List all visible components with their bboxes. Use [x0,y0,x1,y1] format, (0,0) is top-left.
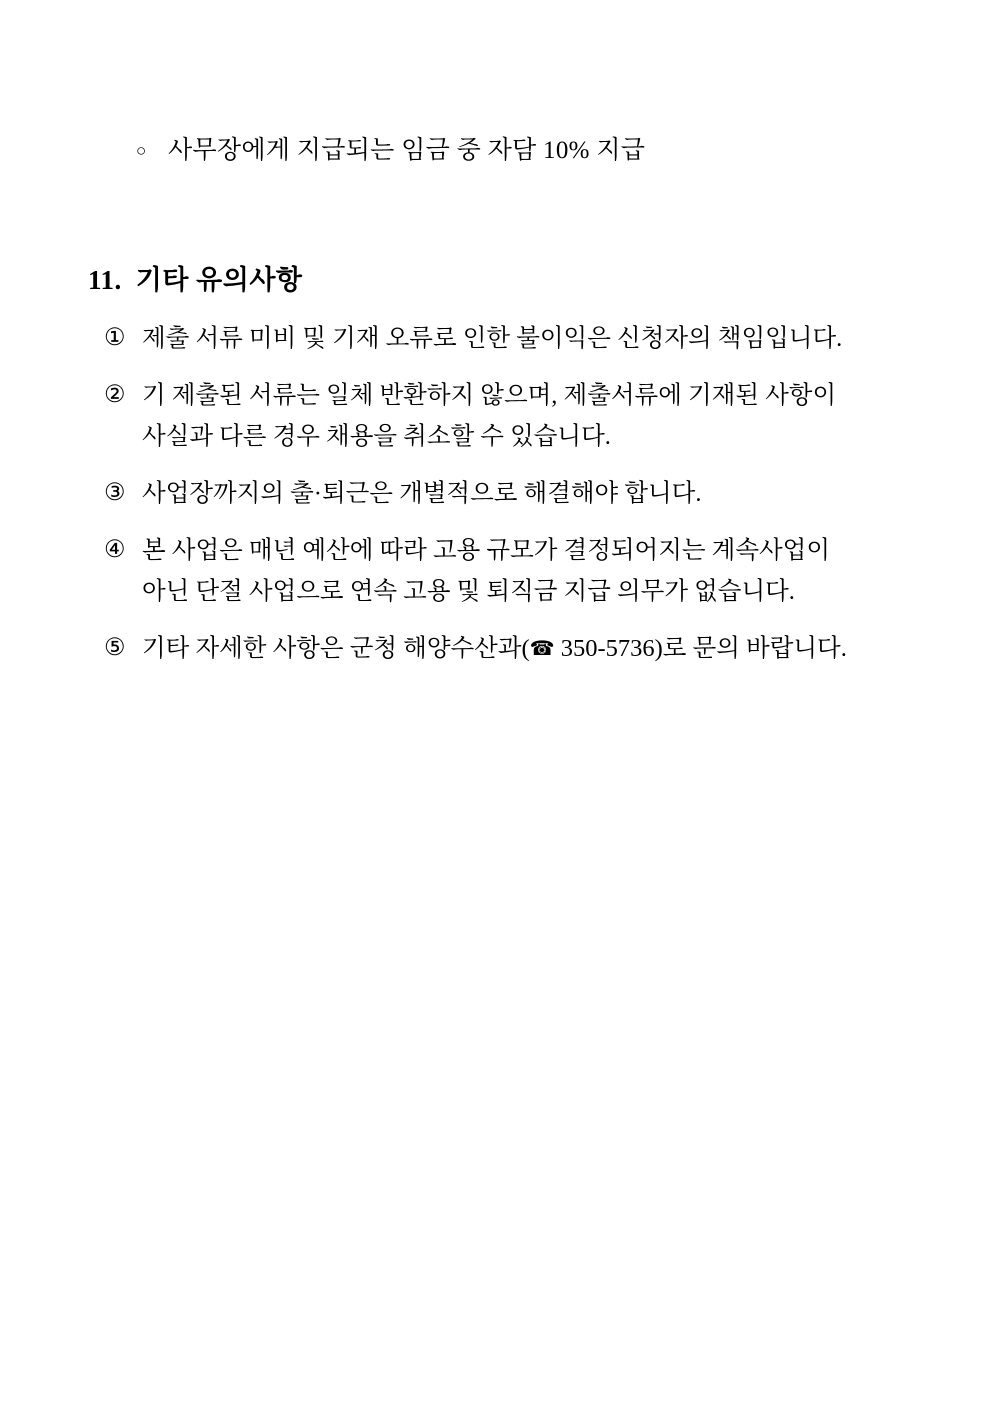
list-item-marker: ④ [104,536,126,563]
sub-bullet-line [136,130,645,169]
list-item-line: 아닌 단절 사업으로 연속 고용 및 퇴직금 지급 의무가 없습니다. [142,577,795,605]
list-item-marker: ③ [104,479,126,506]
section-title: 기타 유의사항 [135,265,303,295]
list-item [104,475,934,513]
list-item-marker: ① [104,325,126,351]
list-item [104,630,934,668]
list-item-line: 제출 서류 미비 및 기재 오류로 인한 불이익은 신청자의 책임입니다. [142,325,843,352]
list-item-marker: ② [104,381,126,408]
list-item [104,377,934,456]
bullet-marker-icon: ○ [136,140,147,160]
telephone-icon: ☎ [529,635,555,660]
list-item-body [142,532,934,611]
contact-line-prefix: 기타 자세한 사항은 군청 해양수산과( [142,634,530,662]
list-item-line: 본 사업은 매년 예산에 따라 고용 규모가 결정되어지는 계속사업이 [142,536,831,564]
list-item-line: 기 제출된 서류는 일체 반환하지 않으며, 제출서류에 기재된 사항이 [142,381,837,409]
list-item-body [142,320,934,358]
section-number: 11. [88,265,122,295]
contact-line-suffix: 350-5736)로 문의 바랍니다. [554,634,847,662]
sub-bullet-text: 사무장에게 지급되는 임금 중 자담 10% 지급 [168,136,646,164]
list-item-body [142,630,934,668]
notice-list [104,320,934,687]
list-item [104,532,934,611]
list-item-marker: ⑤ [104,634,126,661]
list-item [104,320,934,358]
list-item-body [142,377,934,456]
list-item-body [142,475,934,513]
list-item-line: 사업장까지의 출·퇴근은 개별적으로 해결해야 합니다. [142,479,702,507]
list-item-line: 사실과 다른 경우 채용을 취소할 수 있습니다. [142,422,611,450]
list-item-line [142,630,934,668]
section-heading [88,258,303,297]
